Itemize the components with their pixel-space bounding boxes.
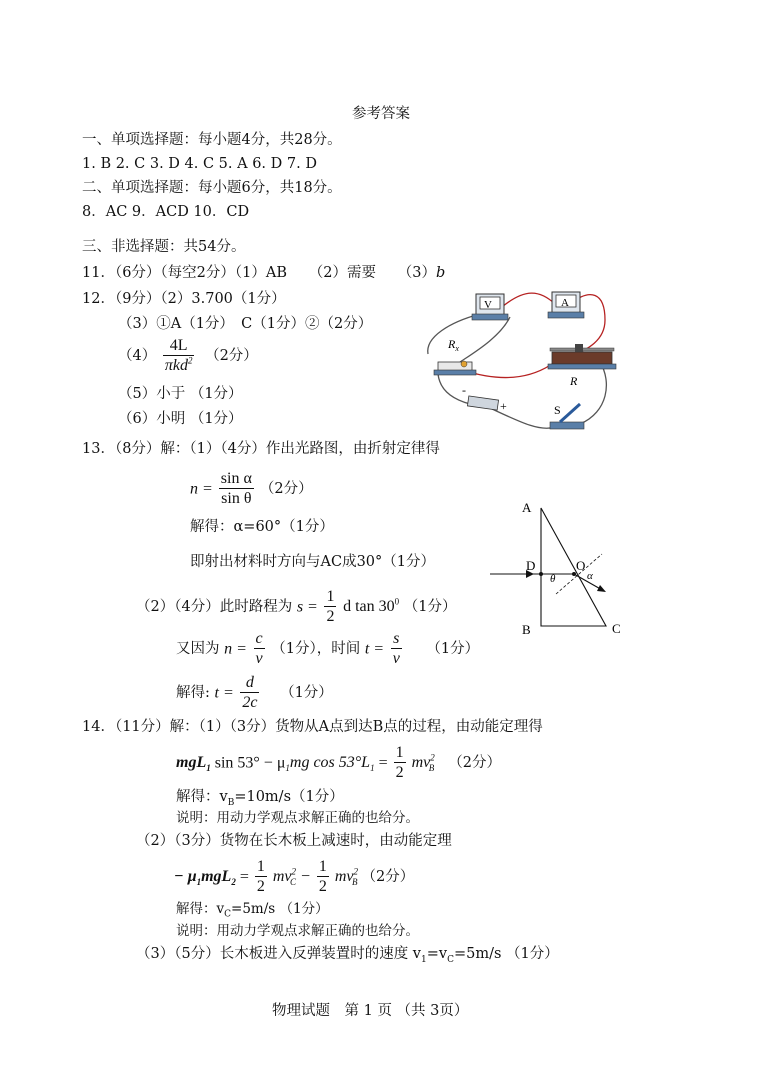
q13-line1: 13．（8分）解：（1）（4分）作出光路图，由折射定律得: [82, 441, 440, 457]
q14-line1: 14．（11分）解：（1）（3分）货物从A点到达B点的过程，由动能定理得: [82, 719, 543, 735]
battery-plus: +: [500, 399, 507, 413]
q12-line4: （5）小于 （1分）: [118, 386, 243, 402]
q14-line5: （2）（3分）货物在长木板上减速时，由动能定理: [136, 833, 452, 849]
page-title: 参考答案: [352, 106, 410, 122]
q13-part3: 又因为 n = $\frac{c}{v}$ （1分），时间 t = $\frac{s}{v}$ （1分）: [176, 630, 480, 668]
q14-line9: （3）（5分）长木板进入反弹装置时的速度 $v_1=v_C=5m/s$ （1分）: [136, 946, 559, 965]
q13-line4: 即射出材料时方向与AC成30°（1分）: [190, 554, 435, 570]
svg-text:θ: θ: [550, 573, 556, 585]
q12-line5: （6）小明 （1分）: [118, 411, 243, 427]
q12-prefix: （4）: [118, 348, 157, 365]
section2-answers: 8．AC 9．ACD 10．CD: [82, 204, 250, 220]
q11-text: 11．（6分）（每空2分）（1）AB （2）需要 （3）: [82, 265, 436, 281]
prism-diagram: [486, 498, 628, 640]
voltmeter-label: V: [484, 299, 492, 311]
q13-part4: 解得: t = $\frac{d}{2c}$ （1分）: [176, 674, 333, 712]
q14-line8: 说明：用动力学观点求解正确的也给分。: [176, 923, 419, 939]
svg-text:α: α: [587, 570, 593, 582]
svg-text:D: D: [526, 558, 536, 573]
prism-triangle: [541, 508, 606, 626]
ammeter-label: A: [561, 297, 569, 309]
q12-score: （2分）: [205, 348, 258, 365]
q14-line4: 说明：用动力学观点求解正确的也给分。: [176, 810, 419, 826]
q11-line: [82, 266, 445, 281]
rx-label: $R_x$: [448, 337, 459, 353]
section2-heading: 二、单项选择题：每小题6分，共18分。: [82, 180, 342, 196]
battery: [462, 383, 507, 413]
section3-heading: 三、非选择题：共54分。: [82, 239, 246, 255]
q14-eq2: − $\mu_1mgL_2$ = $\frac{1}{2}$ $mv^2_C$ − $\frac{1}{2}$ $mv^2_B$ （2分）: [174, 858, 415, 896]
q12-line3: [118, 337, 258, 376]
section1-answers: 1. B 2. C 3. D 4. C 5. A 6. D 7. D: [82, 156, 317, 172]
switch-label: S: [554, 403, 561, 417]
q13-line3: 解得：α=60°（1分）: [190, 519, 334, 535]
wire: [460, 317, 510, 362]
circuit-diagram: [420, 282, 620, 440]
svg-text:O: O: [576, 558, 586, 573]
q14-line7: 解得：$v_C=5m/s$ （1分）: [176, 901, 329, 920]
svg-text:A: A: [522, 500, 532, 515]
switch: [550, 403, 584, 429]
q12-fraction: [163, 337, 195, 376]
wire-red: [502, 293, 555, 307]
q14-eq1: mgL$_1$ $\sin 53^\circ - \mu_1mg$ $\cos 53^\circ L_1$ = $\frac{1}{2}$ $mv^2_B$ （2分）: [176, 744, 501, 782]
section1-heading: 一、单项选择题：每小题4分，共28分。: [82, 132, 342, 148]
svg-text:B: B: [522, 622, 531, 637]
q13-eq1: n = $\frac{\text{sin α}}{\text{sin θ}}$ （2分）: [190, 470, 313, 508]
exit-arrow: [597, 585, 606, 592]
rheostat-label: R: [570, 374, 578, 388]
q11-var: b: [435, 265, 446, 281]
q12-line1: 12．（9分）（2）3.700（1分）: [82, 291, 286, 307]
page-footer: 物理试题 第 1 页 （共 3页）: [272, 1003, 469, 1019]
q12-frac-num: 4L: [163, 337, 195, 356]
ammeter: [548, 292, 584, 318]
q13-part2: （2）（4分）此时路程为 s = $\frac{1}{2}$ d $\tan 30^0$ （1分）: [136, 588, 457, 626]
q14-line3: 解得：$v_B=10m/s(1$分）: [176, 789, 344, 808]
q12-frac-den: πkd$^2$: [164, 356, 193, 375]
battery-minus: -: [462, 383, 466, 397]
wire: [580, 362, 606, 424]
q13-eq1-frac: $\frac{\text{sin α}}{\text{sin θ}}$: [220, 470, 252, 508]
voltmeter: [472, 294, 508, 320]
svg-text:C: C: [612, 621, 621, 636]
q12-line2: （3）①A（1分） C（1分）②（2分）: [118, 316, 373, 332]
